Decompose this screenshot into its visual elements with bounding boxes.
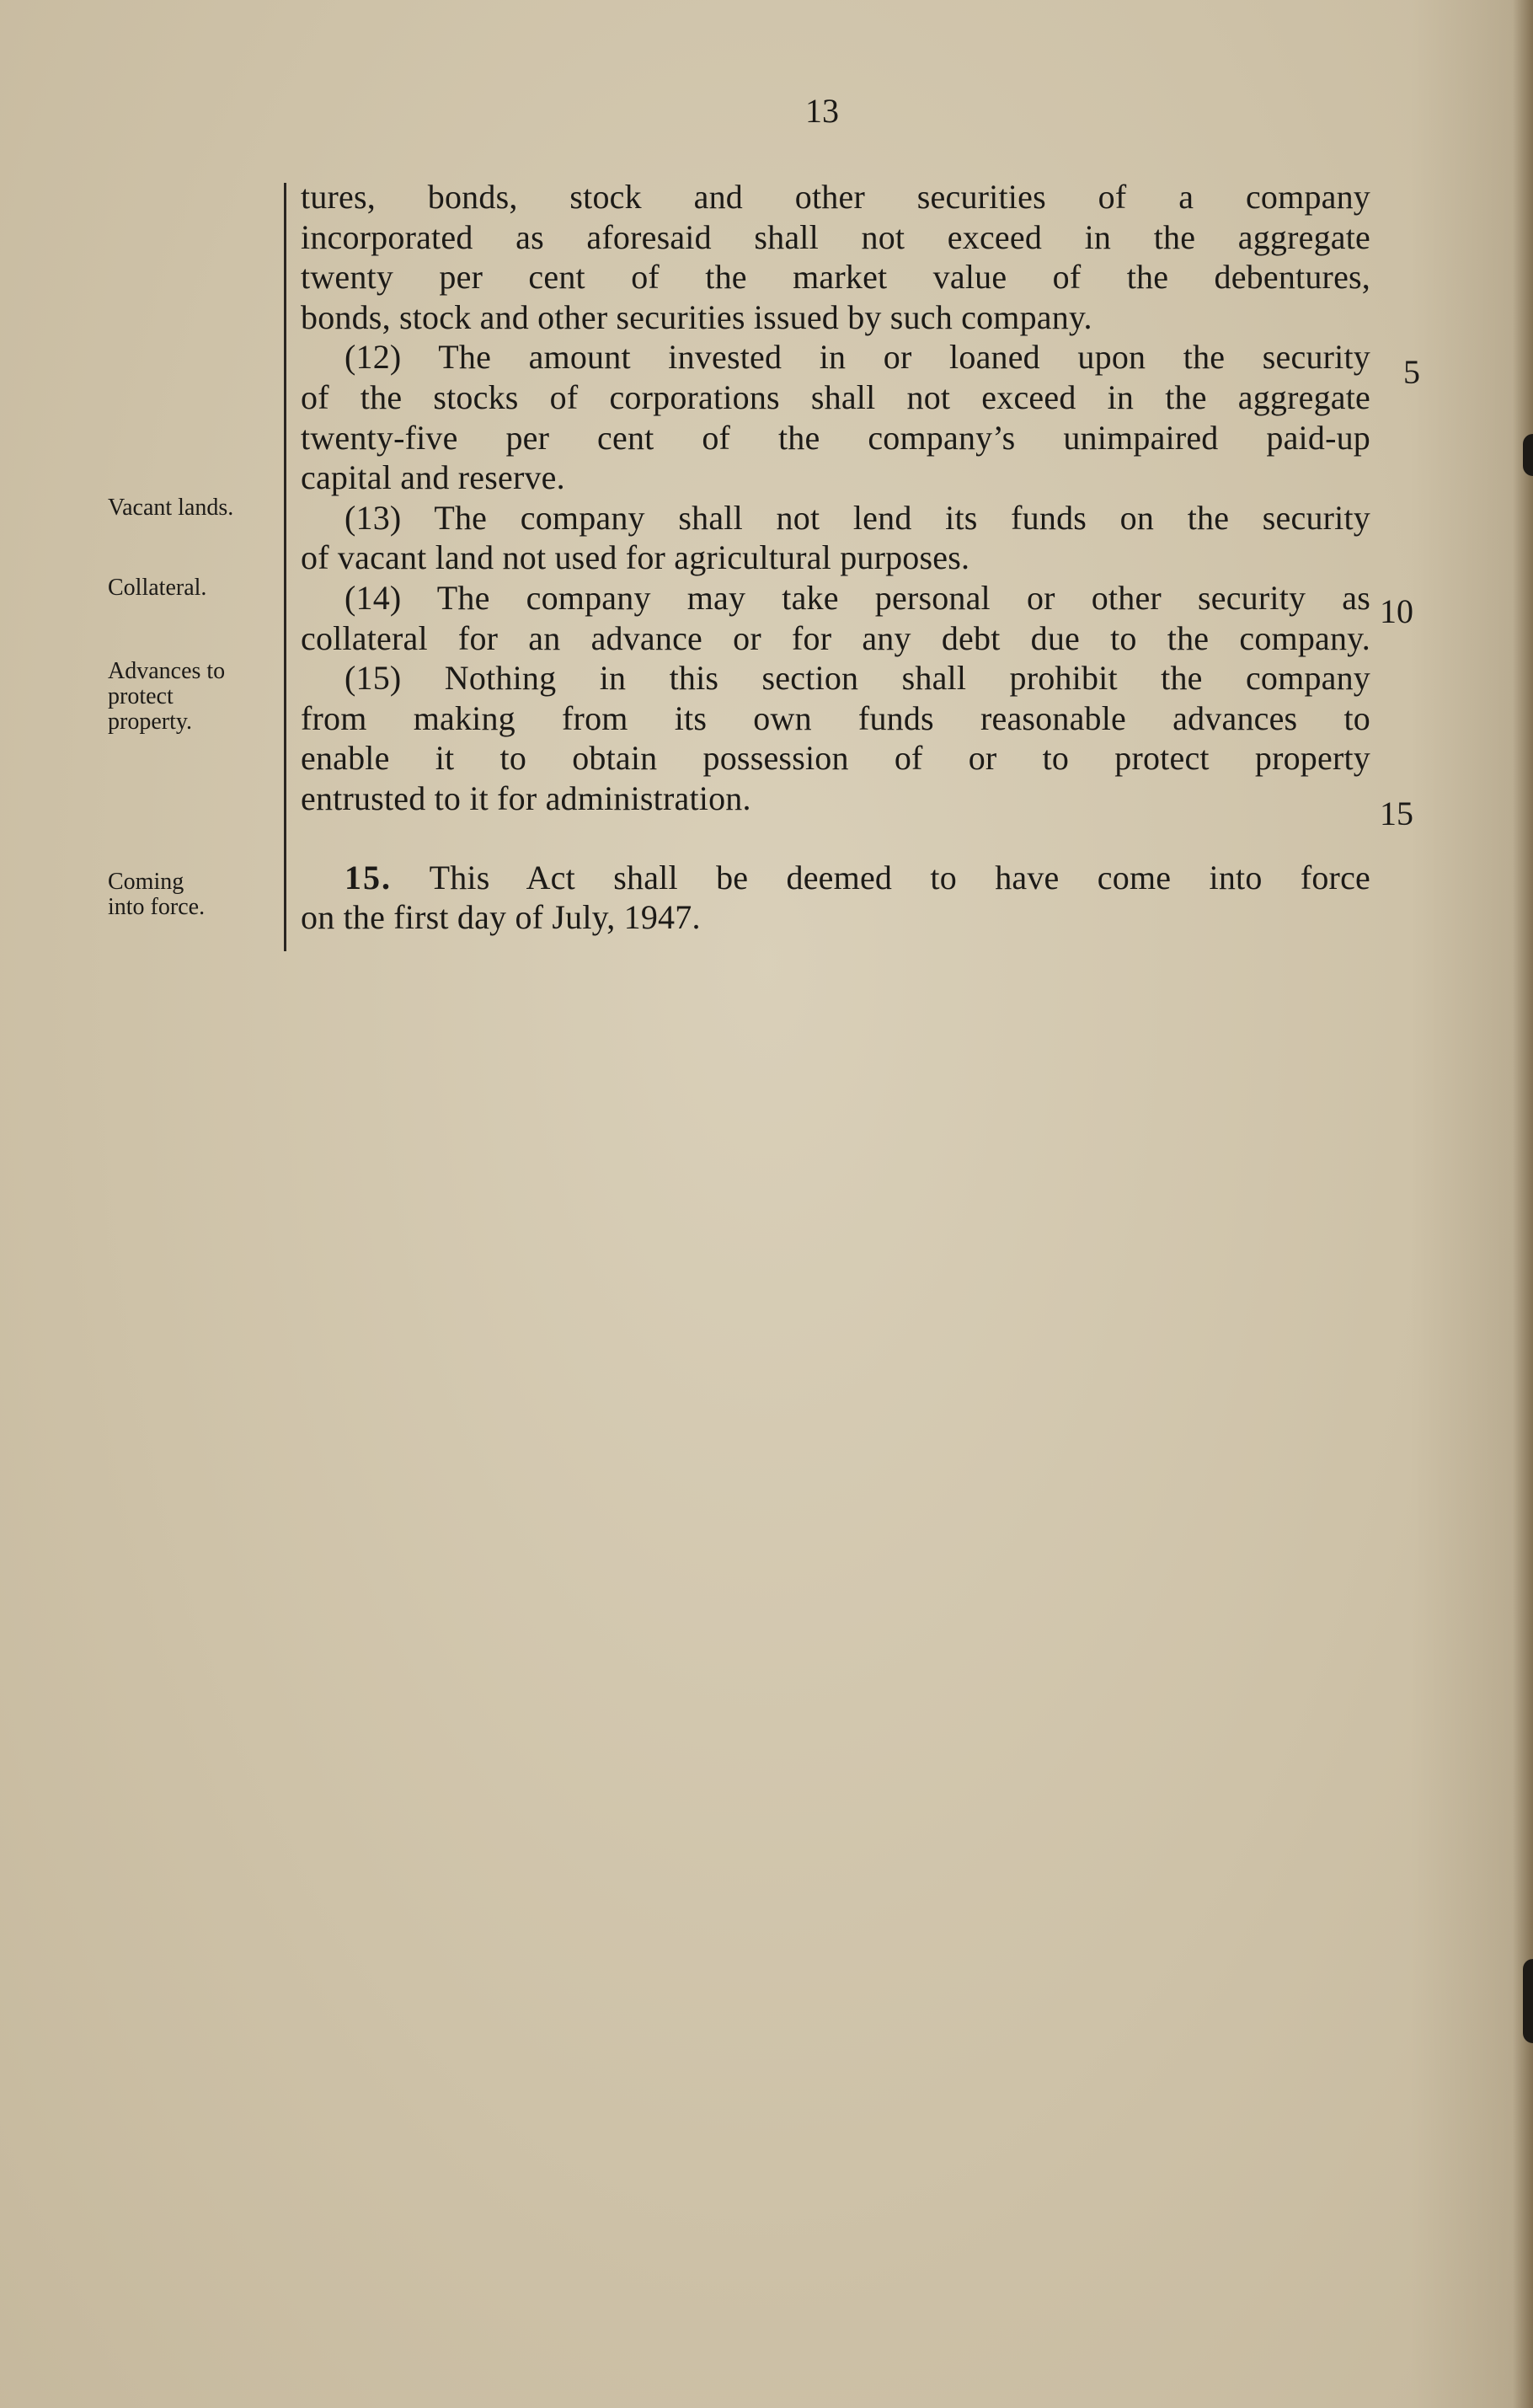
subsection-13-first-line: (13) The company shall not lend its funds on the security xyxy=(345,498,1370,537)
page-number: 13 xyxy=(805,92,839,130)
margin-note-line: into force. xyxy=(108,894,206,920)
margin-note-line: Coming xyxy=(108,869,184,895)
section-15-first-line xyxy=(301,858,1370,898)
subsection-12-first-line: (12) The amount invested in or loaned upon the security xyxy=(345,338,1370,377)
body-line: twenty-five per cent of the company’s unimpaired paid-up xyxy=(301,418,1370,457)
body-line: capital and reserve. xyxy=(301,458,565,497)
body-line: bonds, stock and other securities issued by such company. xyxy=(301,297,1092,336)
margin-note-line: Advances to xyxy=(108,658,226,684)
subsection-14-first-line: (14) The company may take personal or other security as xyxy=(345,578,1370,617)
binding-hole xyxy=(1523,1959,1533,2043)
page-edge-shadow xyxy=(1513,0,1533,2408)
body-line: from making from its own funds reasonable advances to xyxy=(301,698,1370,737)
line-number-5: 5 xyxy=(1403,353,1420,391)
margin-note-coming-into-force xyxy=(108,870,285,920)
margin-note-line: property. xyxy=(108,709,193,735)
margin-note-advances xyxy=(108,659,285,735)
margin-rule xyxy=(284,183,286,951)
body-line: collateral for an advance or for any debt due to the company. xyxy=(301,618,1370,657)
body-line: of the stocks of corporations shall not exceed in the aggregate xyxy=(301,377,1370,416)
line-number-10: 10 xyxy=(1380,592,1413,630)
binding-hole xyxy=(1523,434,1533,476)
margin-note-line: protect xyxy=(108,683,174,709)
body-text xyxy=(301,177,1370,938)
margin-note-vacant-lands: Vacant lands. xyxy=(108,495,234,521)
section-gap xyxy=(301,819,1370,858)
body-line: enable it to obtain possession of or to protect property xyxy=(301,739,1370,778)
body-line: of vacant land not used for agricultural purposes. xyxy=(301,538,970,577)
section-15-text: This Act shall be deemed to have come into force xyxy=(429,858,1370,896)
body-line: tures, bonds, stock and other securities of a company xyxy=(301,178,1370,216)
body-line: twenty per cent of the market value of the debentures, xyxy=(301,258,1370,297)
section-number: 15. xyxy=(345,858,392,896)
body-line: incorporated as aforesaid shall not exceed in the aggregate xyxy=(301,217,1370,256)
line-number-15: 15 xyxy=(1380,795,1413,832)
body-line: entrusted to it for administration. xyxy=(301,779,751,817)
section-15-second-line: on the first day of July, 1947. xyxy=(301,898,701,937)
subsection-15-first-line: (15) Nothing in this section shall prohibit the company xyxy=(345,659,1370,698)
margin-note-collateral: Collateral. xyxy=(108,575,207,601)
